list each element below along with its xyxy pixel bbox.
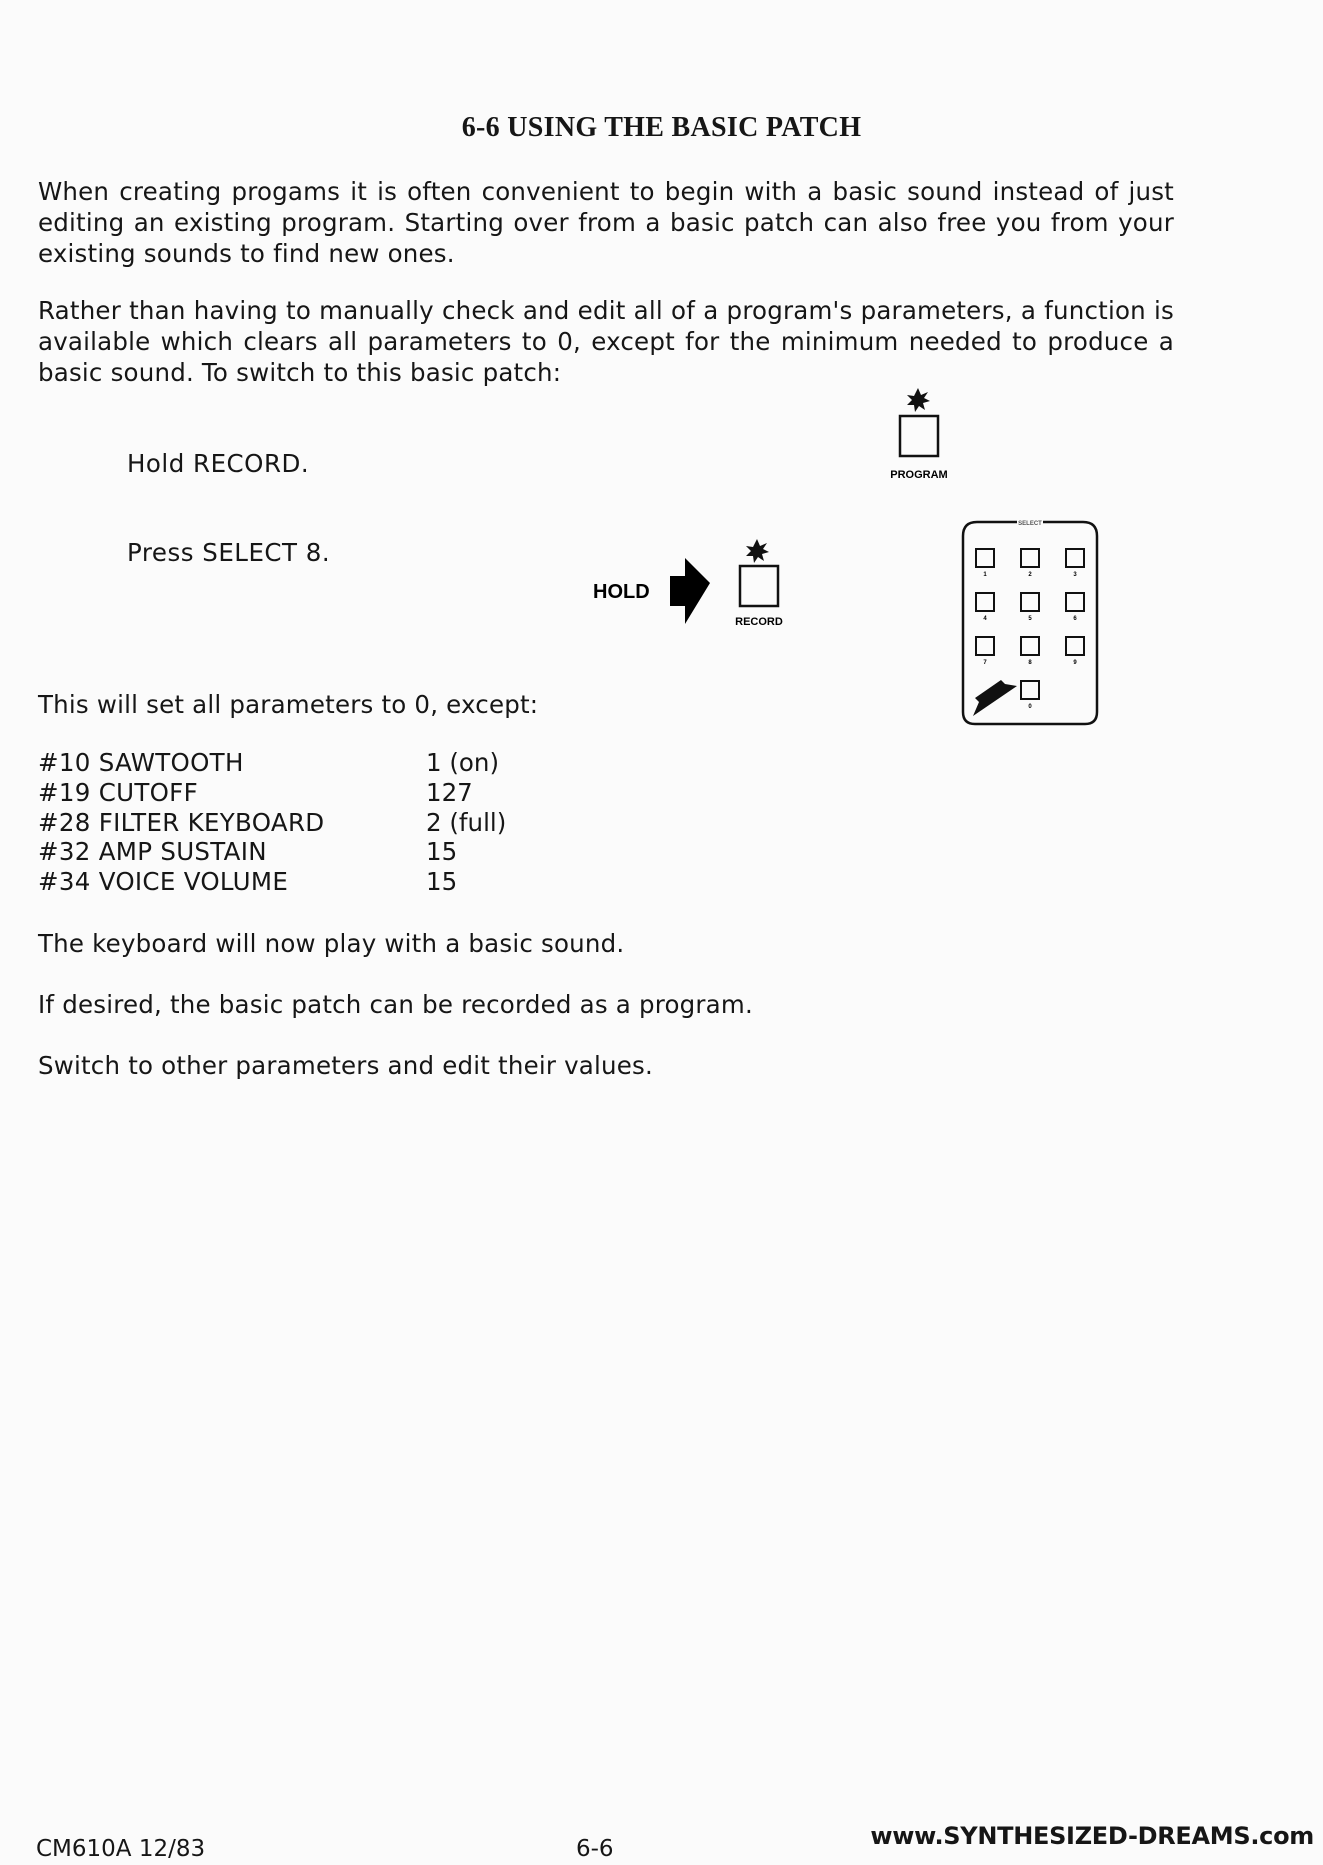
params-list [38,748,598,897]
select-key-4[interactable] [976,593,994,611]
select-key-9[interactable] [1066,637,1084,655]
select-key-2[interactable] [1021,549,1039,567]
param-name: #10 SAWTOOTH [38,748,244,777]
record-button[interactable] [740,566,778,606]
param-name: #32 AMP SUSTAIN [38,837,267,867]
param-name: #28 FILTER KEYBOARD [38,807,325,837]
select-key-label: 3 [1073,572,1077,578]
param-name: #34 VOICE VOLUME [38,867,289,897]
select-key-label: 5 [1028,616,1032,622]
select-key-8[interactable] [1021,637,1039,655]
param-value: 2 (full) [426,807,507,837]
select-key-0[interactable] [1021,681,1039,699]
explanation-paragraph: Rather than having to manually check and edit all of a program's parameters, a function is available which clears all parameters to 0, except for the minimum needed to produce a basic sound. To switch to this basic patch: [38,296,1174,387]
select-key-1[interactable] [976,549,994,567]
pointer-arrow-icon [973,680,1017,716]
step-hold-record: Hold RECORD. [127,449,310,478]
select-key-label: 8 [1028,660,1032,666]
select-key-5[interactable] [1021,593,1039,611]
param-value: 127 [426,777,473,807]
select-key-label: 0 [1028,704,1032,710]
select-key-6[interactable] [1066,593,1084,611]
closing-line-keyboard: The keyboard will now play with a basic sound. [38,929,625,958]
param-row [38,867,598,897]
footer-page-number: 6-6 [576,1836,614,1862]
select-key-label: 6 [1073,616,1077,622]
select-key-3[interactable] [1066,549,1084,567]
record-label: RECORD [735,616,783,628]
select-key-label: 2 [1028,572,1032,578]
hold-arrow-icon [670,558,710,624]
params-intro: This will set all parameters to 0, except: [38,690,539,719]
param-row [38,808,598,838]
select-key-7[interactable] [976,637,994,655]
hold-record-diagram [585,536,805,636]
param-row [38,778,598,808]
select-key-label: 1 [983,572,987,578]
select-key-label: 4 [983,616,987,622]
select-key-label: 7 [983,660,987,666]
intro-paragraph: When creating progams it is often convenient to begin with a basic sound instead of just editing an existing program. Starting over from a basic patch can also free you from your existing sounds to find new ones. [38,177,1174,268]
led-icon [907,388,930,412]
param-value: 1 (on) [426,748,500,777]
select-label: SELECT [1018,521,1042,527]
closing-line-record: If desired, the basic patch can be recorded as a program. [38,990,753,1019]
param-row [38,748,598,778]
closing-line-switch: Switch to other parameters and edit their values. [38,1051,653,1080]
select-keypad-diagram [955,516,1105,731]
led-icon [746,539,769,563]
param-name: #19 CUTOFF [38,777,198,807]
program-button-diagram [880,386,960,486]
param-value: 15 [426,837,458,867]
program-label: PROGRAM [890,469,948,481]
hold-label: HOLD [593,581,650,603]
param-value: 15 [426,867,458,897]
footer-website[interactable]: www.SYNTHESIZED-DREAMS.com [870,1822,1314,1850]
step-press-select: Press SELECT 8. [127,538,331,567]
page-title: 6-6 USING THE BASIC PATCH [461,112,862,143]
param-row [38,837,598,867]
select-key-label: 9 [1073,660,1077,666]
footer-doc-id: CM610A 12/83 [36,1836,206,1862]
program-button[interactable] [900,416,938,456]
